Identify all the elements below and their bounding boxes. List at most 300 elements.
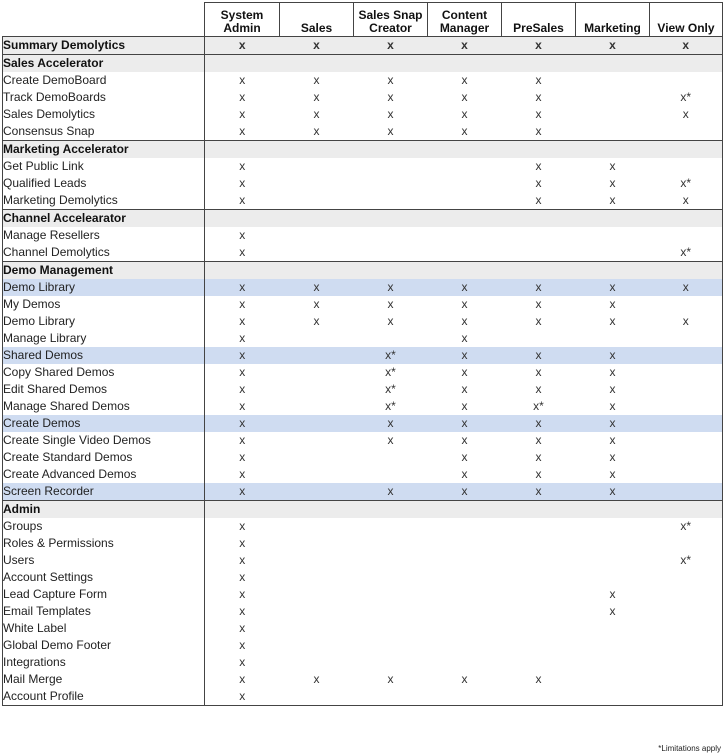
permission-cell: x — [239, 314, 246, 328]
permission-cell: x — [239, 331, 246, 345]
permission-cell — [428, 210, 502, 228]
permission-cell — [650, 415, 723, 432]
row-label: Create Standard Demos — [3, 449, 205, 466]
group-row — [3, 483, 723, 501]
row-label: Get Public Link — [3, 158, 205, 175]
permission-cell: x — [502, 347, 576, 364]
permission-cell — [280, 347, 354, 364]
permission-cell: x — [461, 382, 468, 396]
permission-cell: x — [535, 297, 542, 311]
permission-cell — [280, 227, 354, 244]
table-row — [3, 192, 723, 210]
permission-cell — [502, 227, 576, 244]
permission-cell — [502, 262, 576, 280]
permission-cell — [502, 586, 576, 603]
permission-cell — [354, 637, 428, 654]
permission-cell — [650, 569, 723, 586]
permission-cell: x — [461, 107, 468, 121]
group-row — [3, 279, 723, 296]
permission-cell: x — [535, 450, 542, 464]
permission-cell — [354, 654, 428, 671]
permission-cell — [428, 55, 502, 73]
table-row — [3, 603, 723, 620]
permission-cell: x — [313, 107, 320, 121]
permission-cell: x — [205, 483, 280, 501]
permission-cell: x — [535, 90, 542, 104]
permission-cell: x — [609, 193, 616, 207]
permission-cell — [650, 72, 723, 89]
permission-cell: x — [313, 314, 320, 328]
permission-cell — [502, 603, 576, 620]
permission-cell: x — [535, 73, 542, 87]
row-label: Create Single Video Demos — [3, 432, 205, 449]
permission-cell — [650, 688, 723, 706]
permission-cell: x* — [385, 382, 396, 396]
permission-cell: x — [576, 37, 650, 55]
permission-cell: x — [502, 37, 576, 55]
permission-cell — [428, 141, 502, 159]
table-row — [3, 432, 723, 449]
permission-cell — [354, 569, 428, 586]
table-row — [3, 313, 723, 330]
permission-cell: x — [650, 106, 723, 123]
permission-cell: x — [239, 604, 246, 618]
permission-cell — [650, 586, 723, 603]
permission-cell — [502, 141, 576, 159]
matrix-body — [3, 37, 723, 706]
col-header-presales: PreSales — [502, 3, 576, 37]
col-header-content-manager: Content Manager — [428, 3, 502, 37]
permission-cell — [354, 603, 428, 620]
permission-cell: x — [428, 415, 502, 432]
permission-cell — [576, 569, 650, 586]
permission-cell — [650, 347, 723, 364]
permission-cell — [576, 89, 650, 106]
permission-cell — [502, 210, 576, 228]
permission-cell: x — [280, 37, 354, 55]
permission-cell: x — [387, 672, 394, 686]
permission-cell: x — [280, 279, 354, 296]
permission-cell — [280, 141, 354, 159]
permission-cell: x — [461, 90, 468, 104]
col-header-system-admin: System Admin — [205, 3, 280, 37]
permission-cell — [576, 671, 650, 688]
permission-cell: x — [650, 313, 723, 330]
permission-cell: x — [650, 279, 723, 296]
row-label: Edit Shared Demos — [3, 381, 205, 398]
col-header-marketing: Marketing — [576, 3, 650, 37]
table-row — [3, 688, 723, 706]
row-label: Manage Resellers — [3, 227, 205, 244]
row-label: Email Templates — [3, 603, 205, 620]
summary-row — [3, 37, 723, 55]
permission-cell — [280, 398, 354, 415]
row-label: My Demos — [3, 296, 205, 313]
permission-cell: x — [313, 672, 320, 686]
permission-cell: x — [609, 467, 616, 481]
permission-cell: x — [239, 587, 246, 601]
permission-cell — [354, 620, 428, 637]
permission-cell: x — [239, 399, 246, 413]
permission-cell: x — [461, 124, 468, 138]
permission-cell — [354, 262, 428, 280]
permission-cell: x — [609, 604, 616, 618]
permission-cell — [354, 688, 428, 706]
row-label: Create Demos — [3, 415, 205, 432]
section-row — [3, 262, 723, 280]
permission-cell: x — [650, 192, 723, 210]
table-row — [3, 123, 723, 141]
permission-cell: x* — [650, 552, 723, 569]
permission-cell — [280, 175, 354, 192]
permission-cell — [428, 603, 502, 620]
row-label: Roles & Permissions — [3, 535, 205, 552]
permission-cell: x — [239, 90, 246, 104]
permission-cell: x — [239, 228, 246, 242]
permission-cell — [650, 432, 723, 449]
permission-cell — [428, 262, 502, 280]
permission-cell: x — [609, 399, 616, 413]
table-row — [3, 671, 723, 688]
permission-cell — [576, 535, 650, 552]
permission-cell — [428, 158, 502, 175]
table-row — [3, 296, 723, 313]
permission-cell — [650, 466, 723, 483]
permission-cell — [576, 72, 650, 89]
permission-cell — [650, 603, 723, 620]
permission-cell: x* — [354, 347, 428, 364]
row-label: Consensus Snap — [3, 123, 205, 141]
permission-cell: x — [239, 124, 246, 138]
permission-cell: x — [239, 176, 246, 190]
permission-cell: x — [576, 483, 650, 501]
permission-cell — [650, 210, 723, 228]
permission-cell — [428, 501, 502, 519]
row-label: Summary Demolytics — [3, 37, 205, 55]
permission-cell — [428, 620, 502, 637]
permission-cell — [576, 518, 650, 535]
table-row — [3, 364, 723, 381]
permission-cell: x* — [385, 365, 396, 379]
permission-cell: x — [461, 73, 468, 87]
permission-cell: x — [205, 279, 280, 296]
permission-cell — [280, 192, 354, 210]
row-label: Qualified Leads — [3, 175, 205, 192]
header-corner — [3, 3, 205, 37]
permission-cell: x — [461, 314, 468, 328]
permission-cell: x — [535, 124, 542, 138]
permission-cell — [428, 192, 502, 210]
header-row — [3, 3, 723, 37]
permission-cell — [280, 466, 354, 483]
permission-cell — [280, 415, 354, 432]
col-header-sales: Sales — [280, 3, 354, 37]
table-row — [3, 158, 723, 175]
permission-cell: x — [461, 297, 468, 311]
row-label: White Label — [3, 620, 205, 637]
permission-cell — [280, 569, 354, 586]
permission-cell: x — [239, 159, 246, 173]
permission-cell — [650, 535, 723, 552]
row-label: Manage Library — [3, 330, 205, 347]
permission-cell — [428, 175, 502, 192]
permission-cell: x — [609, 297, 616, 311]
permission-cell: x — [205, 415, 280, 432]
permission-cell — [205, 501, 280, 519]
permission-cell: x — [609, 314, 616, 328]
table-row — [3, 586, 723, 603]
row-label: Sales Accelerator — [3, 55, 205, 73]
permission-cell — [280, 654, 354, 671]
row-label: Demo Management — [3, 262, 205, 280]
row-label: Channel Accelearator — [3, 210, 205, 228]
permission-cell: x — [313, 90, 320, 104]
permission-cell: x* — [385, 399, 396, 413]
permission-cell — [280, 620, 354, 637]
permission-cell: x — [239, 193, 246, 207]
row-label: Mail Merge — [3, 671, 205, 688]
permission-cell: x — [239, 365, 246, 379]
table-row — [3, 89, 723, 106]
table-row — [3, 654, 723, 671]
footnote: *Limitations apply — [658, 744, 721, 753]
table-row — [3, 620, 723, 637]
permission-cell: x — [461, 433, 468, 447]
permission-cell — [502, 654, 576, 671]
permission-cell — [502, 330, 576, 347]
permission-cell — [354, 586, 428, 603]
permission-cell — [576, 637, 650, 654]
permission-cell: x — [428, 483, 502, 501]
permission-cell — [502, 244, 576, 262]
permission-cell — [502, 535, 576, 552]
permission-cell: x* — [650, 89, 723, 106]
permission-cell: x — [354, 37, 428, 55]
permission-cell — [650, 381, 723, 398]
permission-cell — [502, 688, 576, 706]
permission-cell — [576, 141, 650, 159]
table-row — [3, 449, 723, 466]
table-row — [3, 381, 723, 398]
permission-cell — [576, 620, 650, 637]
row-label: Users — [3, 552, 205, 569]
permission-cell — [280, 158, 354, 175]
permission-cell: x — [535, 365, 542, 379]
table-row — [3, 466, 723, 483]
permission-cell — [280, 586, 354, 603]
permission-cell: x — [502, 279, 576, 296]
row-label: Groups — [3, 518, 205, 535]
permission-cell: x — [387, 124, 394, 138]
permissions-matrix — [2, 2, 723, 706]
table-row — [3, 637, 723, 654]
row-label: Marketing Demolytics — [3, 192, 205, 210]
permission-cell — [650, 141, 723, 159]
row-label: Admin — [3, 501, 205, 519]
table-row — [3, 106, 723, 123]
permission-cell: x — [428, 347, 502, 364]
permission-cell: x — [535, 159, 542, 173]
permission-cell — [576, 330, 650, 347]
permission-cell — [576, 210, 650, 228]
permission-cell: x — [609, 450, 616, 464]
permission-cell — [280, 518, 354, 535]
permission-cell — [502, 620, 576, 637]
section-row — [3, 141, 723, 159]
section-row — [3, 210, 723, 228]
permission-cell — [428, 244, 502, 262]
permission-cell: x — [609, 365, 616, 379]
permission-cell: x — [205, 37, 280, 55]
permission-cell: x — [354, 483, 428, 501]
permission-cell: x — [313, 297, 320, 311]
permission-cell: x — [609, 587, 616, 601]
permission-cell — [576, 227, 650, 244]
permission-cell — [576, 654, 650, 671]
permission-cell — [428, 654, 502, 671]
permission-cell: x — [239, 467, 246, 481]
permission-cell: x — [239, 570, 246, 584]
permission-cell: x* — [533, 399, 544, 413]
permission-cell: x — [535, 176, 542, 190]
permission-cell: x — [354, 279, 428, 296]
permission-cell: x — [205, 347, 280, 364]
permission-cell: x — [239, 638, 246, 652]
group-row — [3, 347, 723, 364]
col-header-sales-snap-creator: Sales Snap Creator — [354, 3, 428, 37]
permission-cell — [502, 501, 576, 519]
permission-cell — [650, 654, 723, 671]
row-label: Shared Demos — [3, 347, 205, 364]
permission-cell — [205, 141, 280, 159]
permission-cell — [280, 210, 354, 228]
col-header-view-only: View Only — [650, 3, 723, 37]
row-label: Integrations — [3, 654, 205, 671]
permission-cell: x — [239, 536, 246, 550]
row-label: Sales Demolytics — [3, 106, 205, 123]
table-row — [3, 175, 723, 192]
table-row — [3, 569, 723, 586]
permission-cell — [650, 158, 723, 175]
permission-cell — [280, 244, 354, 262]
section-row — [3, 501, 723, 519]
permission-cell: x — [387, 107, 394, 121]
permission-cell — [650, 227, 723, 244]
row-label: Create DemoBoard — [3, 72, 205, 89]
row-label: Create Advanced Demos — [3, 466, 205, 483]
permission-cell: x — [239, 297, 246, 311]
permission-cell: x — [461, 365, 468, 379]
permission-cell — [280, 483, 354, 501]
permission-cell: x* — [650, 175, 723, 192]
permission-cell — [576, 688, 650, 706]
permission-cell: x — [461, 467, 468, 481]
permission-cell — [280, 688, 354, 706]
permission-cell: x — [239, 382, 246, 396]
permission-cell — [354, 158, 428, 175]
permission-cell: x — [239, 553, 246, 567]
permission-cell — [280, 637, 354, 654]
table-row — [3, 227, 723, 244]
permission-cell — [650, 330, 723, 347]
permission-cell: x — [609, 433, 616, 447]
permission-cell — [280, 55, 354, 73]
permission-cell: x — [609, 159, 616, 173]
permission-cell: x — [609, 176, 616, 190]
permission-cell — [205, 55, 280, 73]
group-row — [3, 415, 723, 432]
permission-cell — [205, 210, 280, 228]
permission-cell — [354, 552, 428, 569]
permission-cell — [280, 449, 354, 466]
permission-cell: x* — [650, 244, 723, 262]
row-label: Global Demo Footer — [3, 637, 205, 654]
permission-cell — [650, 637, 723, 654]
permission-cell — [354, 141, 428, 159]
permission-cell: x — [461, 672, 468, 686]
permission-cell — [280, 364, 354, 381]
permission-cell — [354, 466, 428, 483]
permission-cell — [576, 123, 650, 141]
permission-cell — [650, 449, 723, 466]
permission-cell — [502, 552, 576, 569]
section-row — [3, 55, 723, 73]
permission-cell: x — [354, 415, 428, 432]
permission-cell — [428, 688, 502, 706]
permission-cell: x — [387, 90, 394, 104]
permission-cell: x — [387, 297, 394, 311]
permission-cell — [280, 535, 354, 552]
permission-cell: x — [239, 107, 246, 121]
permission-cell: x — [535, 314, 542, 328]
permission-cell: x — [461, 399, 468, 413]
permission-cell: x — [239, 433, 246, 447]
permission-cell: x — [535, 107, 542, 121]
table-row — [3, 518, 723, 535]
permission-cell — [428, 227, 502, 244]
permission-cell — [354, 192, 428, 210]
permission-cell: x — [239, 672, 246, 686]
permission-cell — [650, 364, 723, 381]
permission-cell — [502, 569, 576, 586]
permission-cell: x — [313, 124, 320, 138]
permission-cell: x — [387, 314, 394, 328]
permission-cell — [650, 501, 723, 519]
permission-cell: x — [205, 688, 280, 706]
permission-cell — [576, 552, 650, 569]
permission-cell: x — [428, 279, 502, 296]
permission-cell: x — [535, 193, 542, 207]
permission-cell: x — [428, 37, 502, 55]
permission-cell — [280, 262, 354, 280]
row-label: Track DemoBoards — [3, 89, 205, 106]
permission-cell — [576, 262, 650, 280]
permission-cell: x — [576, 347, 650, 364]
permission-cell — [650, 620, 723, 637]
permission-cell — [428, 518, 502, 535]
permission-cell: x — [535, 672, 542, 686]
permission-cell — [576, 244, 650, 262]
permission-cell — [502, 637, 576, 654]
permission-cell: x — [239, 655, 246, 669]
permission-cell — [354, 227, 428, 244]
permission-cell — [280, 330, 354, 347]
permission-cell: x — [535, 382, 542, 396]
permission-cell — [354, 330, 428, 347]
permission-cell — [650, 55, 723, 73]
permission-cell — [650, 296, 723, 313]
permission-cell — [576, 55, 650, 73]
